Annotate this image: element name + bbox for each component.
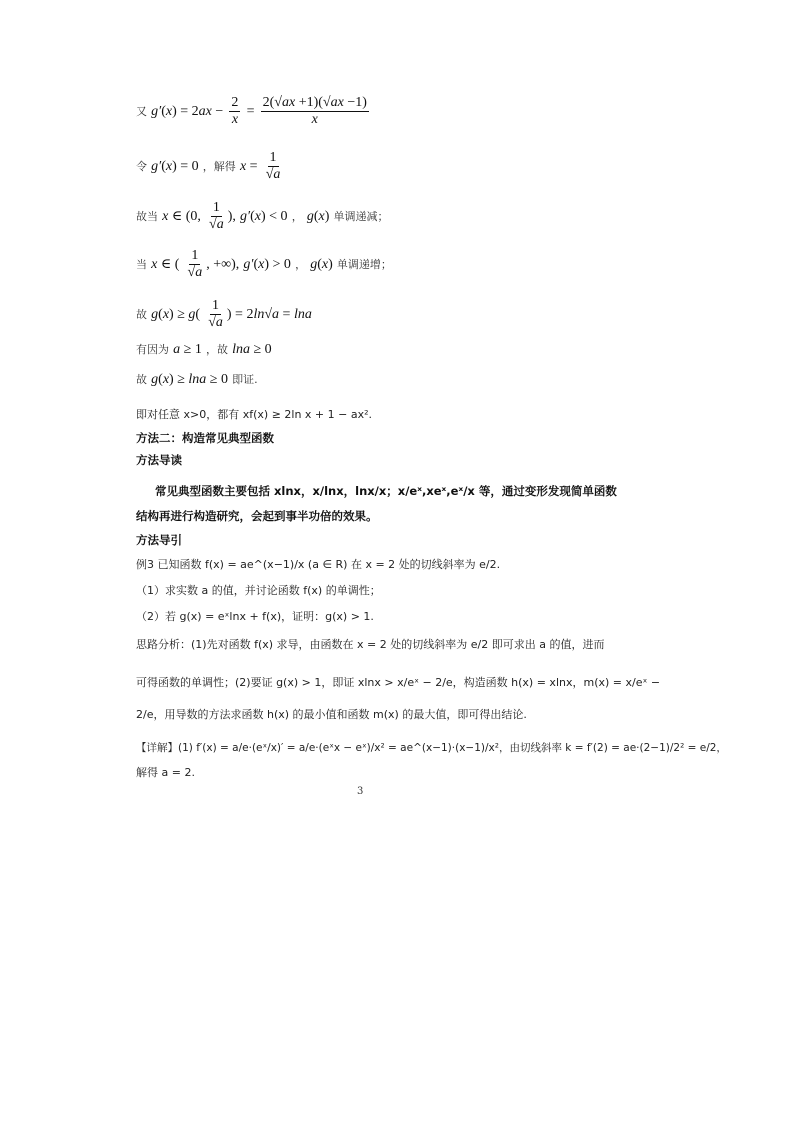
- solution-line-1: 【详解】(1) f′(x) = a/e·(eˣ/x)′ = a/e·(eˣx − eˣ)/x² = ae^(x−1)·(x−1)/x²，由切线斜率 k = f′(2) = ae·(2−1)/2² = e/2，: [136, 742, 727, 754]
- example-3-part-2: （2）若 g(x) = eˣlnx + f(x)，证明：g(x) > 1.: [136, 610, 374, 623]
- paragraph-continuation: 结构再进行构造研究，会起到事半功倍的效果。: [136, 509, 378, 523]
- line-min-value: 故 g(x) ≥ g( $\frac{1}{√a}$ ) = 2ln√a = lna: [136, 298, 312, 330]
- line-since-a: 有因为 a ≥ 1 ，故 lna ≥ 0: [136, 342, 272, 357]
- solution-line-2: 解得 a = 2.: [136, 766, 195, 779]
- example-3-part-1: （1）求实数 a 的值，并讨论函数 f(x) 的单调性；: [136, 584, 381, 597]
- line-proved: 故 g(x) ≥ lna ≥ 0 即证.: [136, 372, 258, 387]
- line-conclusion: 即对任意 x>0，都有 xf(x) ≥ 2ln x + 1 − ax².: [136, 408, 373, 421]
- line-decreasing: 故当 x ∈ (0, $\frac{1}{√a}$ ), g′(x) < 0 ， g(x) 单调递减；: [136, 200, 389, 232]
- paragraph-typical-functions: 常见典型函数主要包括 xlnx，x/lnx，lnx/x；x/eˣ,xeˣ,eˣ/x 等，通过变形发现简单函数: [155, 484, 617, 498]
- page-number: 3: [357, 786, 364, 797]
- line-increasing: 当 x ∈ ( $\frac{1}{√a}$ , +∞), g′(x) > 0 ， g(x) 单调递增；: [136, 248, 392, 280]
- analysis-line-3: 2/e，用导数的方法求函数 h(x) 的最小值和函数 m(x) 的最大值，即可得出结论.: [136, 708, 527, 721]
- subheading-method-guide: 方法导读: [136, 453, 182, 467]
- line-derivative: 又 g′(x) = 2ax − $\frac{2}{x}$ = $\frac{2(√ax +1)(√ax -1)}{x}$: [136, 95, 367, 127]
- subheading-method-lead: 方法导引: [136, 533, 182, 547]
- section-heading-method-two: 方法二：构造常见典型函数: [136, 431, 274, 445]
- analysis-line-2: 可得函数的单调性；(2)要证 g(x) > 1，即证 xlnx > x/eˣ − 2/e，构造函数 h(x) = xlnx，m(x) = x/eˣ −: [136, 676, 661, 689]
- analysis-line-1: 思路分析：(1)先对函数 f(x) 求导，由函数在 x = 2 处的切线斜率为 e/2 即可求出 a 的值，进而: [136, 638, 605, 651]
- example-3-statement: 例3 已知函数 f(x) = ae^(x−1)/x (a ∈ R) 在 x = 2 处的切线斜率为 e/2.: [136, 558, 501, 571]
- line-set-zero: 令 g′(x) = 0 ，解得 x = $\frac{1}{√a}$: [136, 150, 281, 182]
